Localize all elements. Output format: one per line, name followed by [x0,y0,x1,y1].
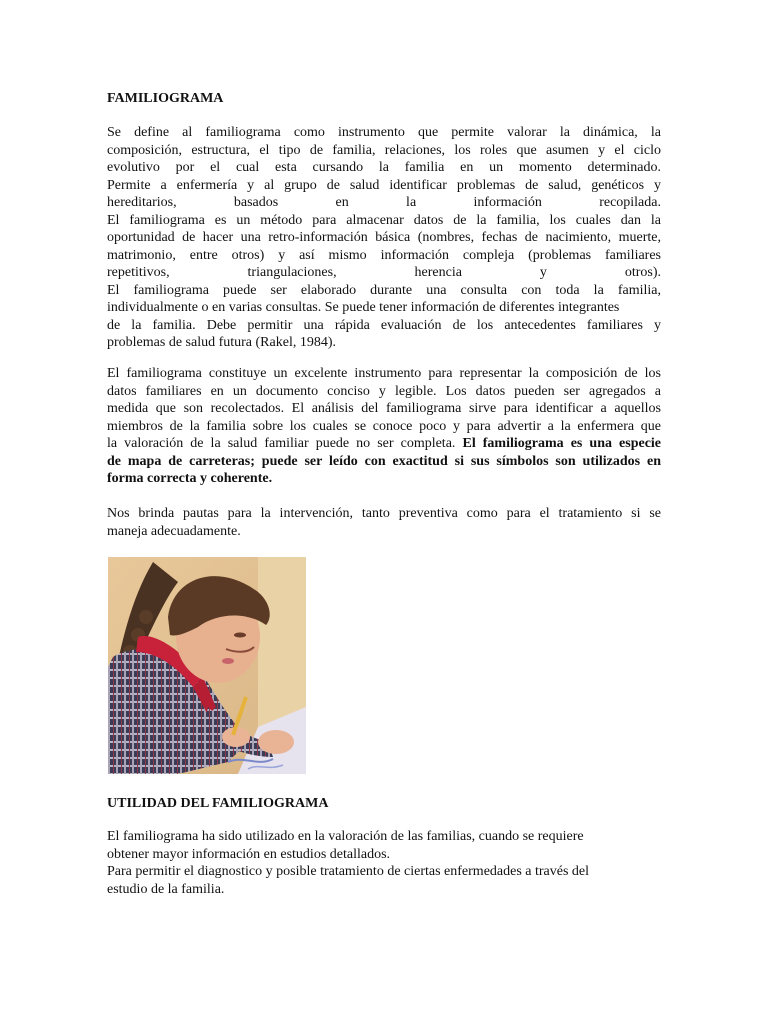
text-line: oportunidad de hacer una retro-información básica (nombres, fechas de nacimiento, muerte, [107,230,661,245]
text-line: El familiograma constituye un excelente instrumento para representar la composición de los [107,366,661,381]
text-line-mixed [107,435,661,453]
heading-utilidad: UTILIDAD DEL FAMILIOGRAMA [107,796,329,811]
bold-text-segment: El familiograma es una especie [462,436,662,451]
text-line: miembros de la familia sobre los cuales se conoce poco y para advertir a la enfermera que [107,418,661,434]
text-line: Para permitir el diagnostico y posible tratamiento de ciertas enfermedades a través del [107,864,590,879]
bold-text-line: de mapa de carreteras; puede ser leído con exactitud si sus símbolos son utilizados en [107,453,661,469]
text-line: repetitivos, triangulaciones, herencia y otros). [107,265,661,280]
text-line: Nos brinda pautas para la intervención, tanto preventiva como para el tratamiento si se [107,506,661,521]
text-line: datos familiares en un documento conciso y legible. Los datos pueden ser agregados a [107,383,661,399]
text-line: individualmente o en varias consultas. Se puede tener información de diferentes integrantes [107,300,620,315]
text-line: matrimonio, entre otros) y así mismo información compleja (problemas familiares [107,247,661,263]
heading-familiograma: FAMILIOGRAMA [107,91,224,106]
text-line: El familiograma es un método para almacenar datos de la familia, los cuales dan la [107,212,661,228]
text-line: maneja adecuadamente. [107,523,241,539]
text-line: hereditarios, basados en la información recopilada. [107,195,661,210]
text-line: estudio de la familia. [107,881,225,897]
paragraph-instrument [107,365,661,488]
text-line: Se define al familiograma como instrumento que permite valorar la dinámica, la [107,125,661,140]
text-line: de la familia. Debe permitir una rápida evaluación de los antecedentes familiares y [107,317,661,333]
text-line: composición, estructura, el tipo de familia, relaciones, los roles que asumen y el ciclo [107,142,661,158]
text-segment: la valoración de la salud familiar puede no ser completa. [107,436,456,451]
text-line: Permite a enfermería y al grupo de salud identificar problemas de salud, genéticos y [107,177,661,193]
text-line: medida que son recolectados. El análisis del familiograma sirve para identificar a aquellos [107,401,661,416]
bold-text-line: forma correcta y coherente. [107,471,273,486]
text-line: evolutivo por el cual esta cursando la familia en un momento determinado. [107,160,661,175]
text-line: El familiograma ha sido utilizado en la valoración de las familias, cuando se requiere [107,829,584,844]
child-drawing-photo [108,557,306,774]
text-line: obtener mayor información en estudios detallados. [107,846,391,862]
paragraph-guidelines [107,505,661,540]
paragraph-definition [107,124,661,352]
paragraph-utility [107,828,661,898]
text-line: problemas de salud futura (Rakel, 1984). [107,335,336,350]
text-line: El familiograma puede ser elaborado durante una consulta con toda la familia, [107,282,661,298]
